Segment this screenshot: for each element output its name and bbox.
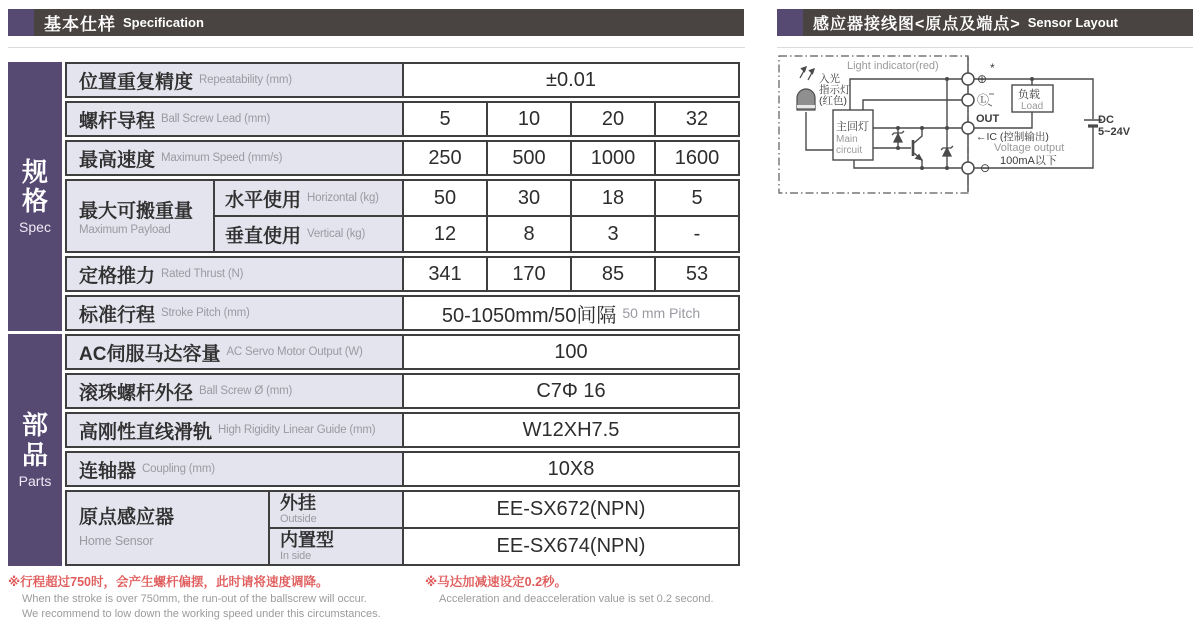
label-en: In side <box>280 549 312 562</box>
value-cell: W12XH7.5 <box>522 418 620 441</box>
table-row-coupling <box>65 451 740 487</box>
table-row-linear-guide <box>65 412 740 448</box>
sensor-circuit-diagram <box>778 52 1198 200</box>
value-cell: 5 <box>654 181 738 215</box>
footnote-en-line1: Acceleration and deacceleration value is set 0.2 second. <box>439 593 714 605</box>
value-cell: 170 <box>486 258 570 290</box>
sidebar-parts-en: Parts <box>18 472 52 489</box>
value-cell <box>404 297 738 329</box>
row-label <box>67 181 215 251</box>
table-row-ball-screw-od <box>65 373 740 409</box>
label-en: Rated Thrust (N) <box>161 268 244 280</box>
value-cell: ±0.01 <box>546 68 596 91</box>
table-row-servo-output <box>65 334 740 370</box>
zener-diode-icon <box>941 146 953 156</box>
value-cell: 500 <box>486 142 570 174</box>
sidebar-spec-en: Spec <box>19 219 51 236</box>
stroke-value-zh: 50-1050mm/50间隔 <box>441 304 617 327</box>
purple-square-decoration <box>8 9 34 36</box>
table-sidebar <box>8 62 62 566</box>
label-zh: 原点感应器 <box>79 507 175 529</box>
terminal-minus-circle <box>962 162 974 174</box>
sidebar-section-parts <box>8 334 62 566</box>
table-row-repeatability <box>65 62 740 98</box>
footnote-en-line2: We recommend to low down the working speed under this circumstances. <box>22 607 381 620</box>
label-en: Vertical (kg) <box>307 228 366 240</box>
value-cell: 30 <box>486 181 570 215</box>
header-divider-line <box>8 47 745 48</box>
specification-header-bar <box>34 9 744 36</box>
light-indicator-label: Light indicator(red) <box>847 60 939 72</box>
label-zh: 滚珠螺杆外径 <box>79 382 194 404</box>
sensor-layout-header <box>777 9 1193 36</box>
value-cell: - <box>654 217 738 251</box>
label-en: Stroke Pitch (mm) <box>161 307 250 319</box>
row-label <box>67 414 404 446</box>
row-label <box>67 492 270 564</box>
label-zh: 内置型 <box>280 530 334 551</box>
specification-title-zh: 基本仕样 <box>44 15 116 34</box>
current-limit-label: 100mA以下 <box>1000 155 1057 167</box>
subrow-vertical <box>215 215 738 251</box>
label-zh: 螺杆导程 <box>79 110 156 132</box>
table-row-max-payload <box>65 179 740 253</box>
row-label <box>67 336 404 368</box>
sidebar-spec-zh: 规格 <box>21 156 48 216</box>
label-zh: 外挂 <box>280 493 316 514</box>
terminal-l-circle <box>962 94 974 106</box>
subrow-label <box>270 492 404 527</box>
subrow-label <box>270 529 404 564</box>
value-cell: 8 <box>486 217 570 251</box>
sidebar-section-spec <box>8 62 62 331</box>
row-label <box>67 142 404 174</box>
table-rows <box>65 62 740 566</box>
subrow-outside <box>270 492 738 527</box>
label-zh: 垂直使用 <box>225 225 302 247</box>
row-label <box>67 297 404 329</box>
main-circuit-zh: 主回灯 <box>836 121 869 133</box>
specification-table <box>8 62 740 566</box>
header-divider-line <box>777 47 1193 48</box>
label-zh: 最大可搬重量 <box>79 201 194 222</box>
label-en: Home Sensor <box>79 533 154 548</box>
stroke-value-en: 50 mm Pitch <box>622 305 701 321</box>
subrow-horizontal <box>215 181 738 215</box>
subrow-inside <box>270 527 738 564</box>
sidebar-parts-zh: 部品 <box>21 410 48 470</box>
value-cell: 12 <box>433 222 457 245</box>
led-label-zh2: 指示灯 <box>819 84 851 96</box>
footnote-red-zh: ※马达加减速设定0.2秒。 <box>425 575 568 589</box>
label-en: AC Servo Motor Output (W) <box>226 346 363 358</box>
led-label-zh1: 入光 <box>819 73 840 85</box>
label-en: Horizontal (kg) <box>307 192 379 204</box>
label-zh: 连轴器 <box>79 460 137 482</box>
row-label <box>67 453 404 485</box>
label-en: Coupling (mm) <box>142 463 215 475</box>
specification-header <box>8 9 744 36</box>
sensor-layout-title-zh: 感应器接线图<原点及端点> <box>813 16 1021 33</box>
value-cell: EE-SX674(NPN) <box>496 535 646 557</box>
subrow-label <box>215 181 404 215</box>
table-row-rated-thrust <box>65 256 740 292</box>
dc-label: DC <box>1098 114 1114 126</box>
value-cell: 53 <box>654 258 738 290</box>
terminal-plus-circle <box>962 73 974 85</box>
footnote-en-line1: When the stroke is over 750mm, the run-out of the ballscrew will occur. <box>22 593 367 605</box>
footnote-red-zh: ※行程超过750时，会产生螺杆偏摆，此时请将速度调降。 <box>8 575 329 589</box>
specification-title-en: Specification <box>123 15 204 30</box>
value-cell: 20 <box>570 103 654 135</box>
footnote-acceleration <box>425 572 714 607</box>
home-sensor-subrows <box>270 492 738 564</box>
value-cell: C7Φ 16 <box>536 379 606 402</box>
load-zh-label: 负载 <box>1018 89 1040 101</box>
value-cell: 18 <box>570 181 654 215</box>
label-zh: 高刚性直线滑轨 <box>79 421 213 443</box>
row-label <box>67 64 404 96</box>
table-row-home-sensor <box>65 490 740 566</box>
label-en: Maximum Speed (mm/s) <box>161 152 283 164</box>
label-en: Outside <box>280 512 317 525</box>
value-cell: 10 <box>486 103 570 135</box>
l-terminal-symbol: Ⓛ <box>977 93 990 107</box>
value-cell: 10X8 <box>547 457 595 480</box>
value-cell: 1000 <box>570 142 654 174</box>
value-cell: 5 <box>439 107 451 130</box>
transistor-icon <box>913 128 922 168</box>
label-zh: 最高速度 <box>79 149 156 171</box>
out-terminal-label: OUT <box>976 113 1000 125</box>
label-zh: 位置重复精度 <box>79 71 194 93</box>
footnote-stroke-warning <box>8 572 381 622</box>
value-cell: 50 <box>433 186 457 209</box>
value-cell: 1600 <box>654 142 738 174</box>
dc-voltage-label: 5~24V <box>1098 126 1131 138</box>
label-en: Maximum Payload <box>79 224 171 236</box>
main-circuit-en1: Main <box>836 134 858 145</box>
label-zh: 标准行程 <box>79 304 156 326</box>
label-en: High Rigidity Linear Guide (mm) <box>218 424 376 436</box>
payload-subrows <box>215 181 738 251</box>
value-cell: 250 <box>428 146 462 169</box>
value-cell: 100 <box>554 340 588 363</box>
row-label <box>67 375 404 407</box>
minus-terminal-symbol: ⊖ <box>980 161 991 175</box>
load-en-label: Load <box>1021 101 1044 112</box>
value-cell: 85 <box>570 258 654 290</box>
ic-control-output-label: ←IC (控制输出) <box>976 131 1049 143</box>
row-label <box>67 258 404 290</box>
table-row-max-speed <box>65 140 740 176</box>
table-row-stroke-pitch <box>65 295 740 331</box>
main-circuit-en2: circuit <box>836 145 863 156</box>
purple-square-decoration <box>777 9 803 36</box>
value-cell: 341 <box>428 262 462 285</box>
sensor-layout-title-en: Sensor Layout <box>1027 15 1118 30</box>
zener-diode-icon <box>892 131 904 142</box>
table-row-ball-screw-lead <box>65 101 740 137</box>
value-cell: 3 <box>570 217 654 251</box>
asterisk-mark: * <box>990 61 995 75</box>
plus-terminal-symbol: ⊕ <box>977 72 988 86</box>
label-en: Ball Screw Lead (mm) <box>161 113 271 125</box>
label-en: Ball Screw Ø (mm) <box>199 385 293 397</box>
value-cell: EE-SX672(NPN) <box>496 498 646 520</box>
led-label-zh3: (红色) <box>819 95 847 107</box>
sensor-layout-header-bar <box>803 9 1193 36</box>
voltage-output-label: Voltage output <box>994 142 1065 154</box>
label-en: Repeatability (mm) <box>199 74 292 86</box>
terminal-out-circle <box>962 122 974 134</box>
row-label <box>67 103 404 135</box>
label-zh: AC伺服马达容量 <box>79 343 221 365</box>
label-zh: 定格推力 <box>79 265 156 287</box>
led-indicator-icon <box>797 67 815 110</box>
label-zh: 水平使用 <box>225 189 302 211</box>
subrow-label <box>215 217 404 251</box>
value-cell: 32 <box>654 103 738 135</box>
